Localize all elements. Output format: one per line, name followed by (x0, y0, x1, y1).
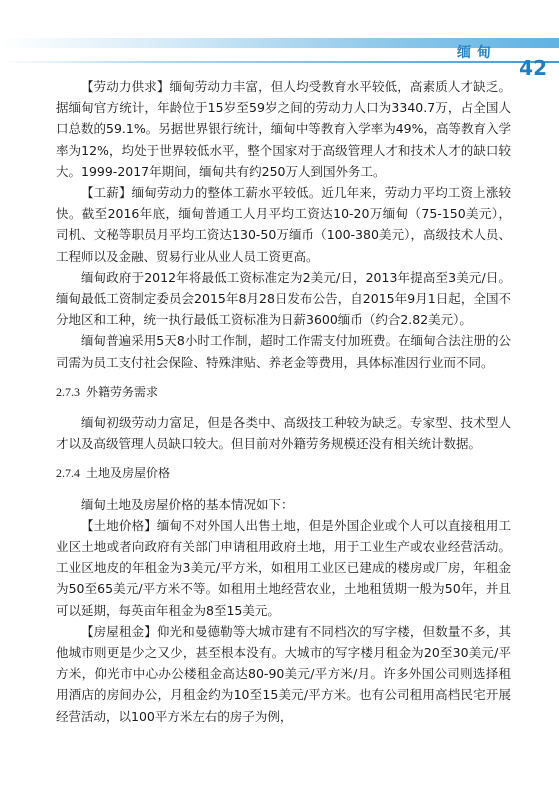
paragraph-labor-supply: 【劳动力供求】缅甸劳动力丰富，但人均受教育水平较低，高素质人才缺乏。据缅甸官方统计，年龄位于15岁至59岁之间的劳动力人口为3340.7万，占全国人口总数的59.1%。另据世界银行统计，缅甸中等教育入学率为49%，高等教育入学率为12%，均处于世界较低水平，整个国家对于高级管理人才和技术人才的缺口较大。1999-2017年期间，缅甸共有约250万人到国外务工。 (56, 79, 511, 179)
document-body (56, 76, 511, 727)
section-heading-2-7-3 (56, 382, 511, 403)
paragraph-working-hours: 缅甸普遍采用5天8小时工作制，超时工作需支付加班费。在缅甸合法注册的公司需为员工支付社会保险、特殊津贴、养老金等费用，具体标准因行业而不同。 (56, 333, 511, 370)
paragraph-minimum-wage: 缅甸政府于2012年将最低工资标准定为2美元/日，2013年提高至3美元/日。缅甸最低工资制定委员会2015年8月28日发布公告，自2015年9月1日起，全国不分地区和工种，统一执行最低工资标准为日薪3600缅币（约合2.82美元）。 (56, 269, 511, 328)
paragraph-foreign-labor: 缅甸初级劳动力富足，但是各类中、高级技工种较为缺乏。专家型、技术型人才以及高级管理人员缺口较大。但目前对外籍劳务规模还没有相关统计数据。 (56, 415, 511, 452)
paragraph-house-rent: 【房屋租金】仰光和曼德勒等大城市建有不同档次的写字楼，但数量不多，其他城市则更是少之又少，甚至根本没有。大城市的写字楼月租金为20至30美元/平方米，仰光市中心办公楼租金高达80-90美元/平方米/月。许多外国公司则选择租用酒店的房间办公，月租金约为10至15美元/平方米。也有公司租用高档民宅开展经营活动，以100平方米左右的房子为例， (56, 623, 511, 724)
page-header (0, 0, 559, 80)
section-heading-2-7-4 (56, 463, 511, 484)
paragraph-land-intro: 缅甸土地及房屋价格的基本情况如下： (81, 496, 294, 512)
page-number: 42 (519, 56, 547, 80)
paragraph-land-price: 【土地价格】缅甸不对外国人出售土地，但是外国企业或个人可以直接租用工业区土地或者向政府有关部门申请租用政府土地，用于工业生产或农业经营活动。工业区地皮的年租金为3美元/平方米，如租用工业区已建成的楼房或厂房，年租金为50至65美元/平方米不等。如租用土地经营农业，土地租赁期一般为50年，并且可以延期，每英亩年租金为8至15美元。 (56, 517, 511, 618)
paragraph-wages: 【工薪】缅甸劳动力的整体工薪水平较低。近几年来，劳动力平均工资上涨较快。截至2016年底，缅甸普通工人月平均工资达10-20万缅甸（75-150美元），司机、文秘等职员月平均工资达130-50万缅币（100-380美元），高级技术人员、工程师以及金融、贸易行业从业人员工资更高。 (56, 185, 511, 264)
chapter-label: 缅甸 (457, 45, 497, 61)
section-number: 2.7.4 (56, 466, 80, 481)
section-number: 2.7.3 (56, 384, 80, 399)
section-title: 外籍劳务需求 (86, 384, 159, 399)
section-title: 土地及房屋价格 (86, 466, 171, 481)
